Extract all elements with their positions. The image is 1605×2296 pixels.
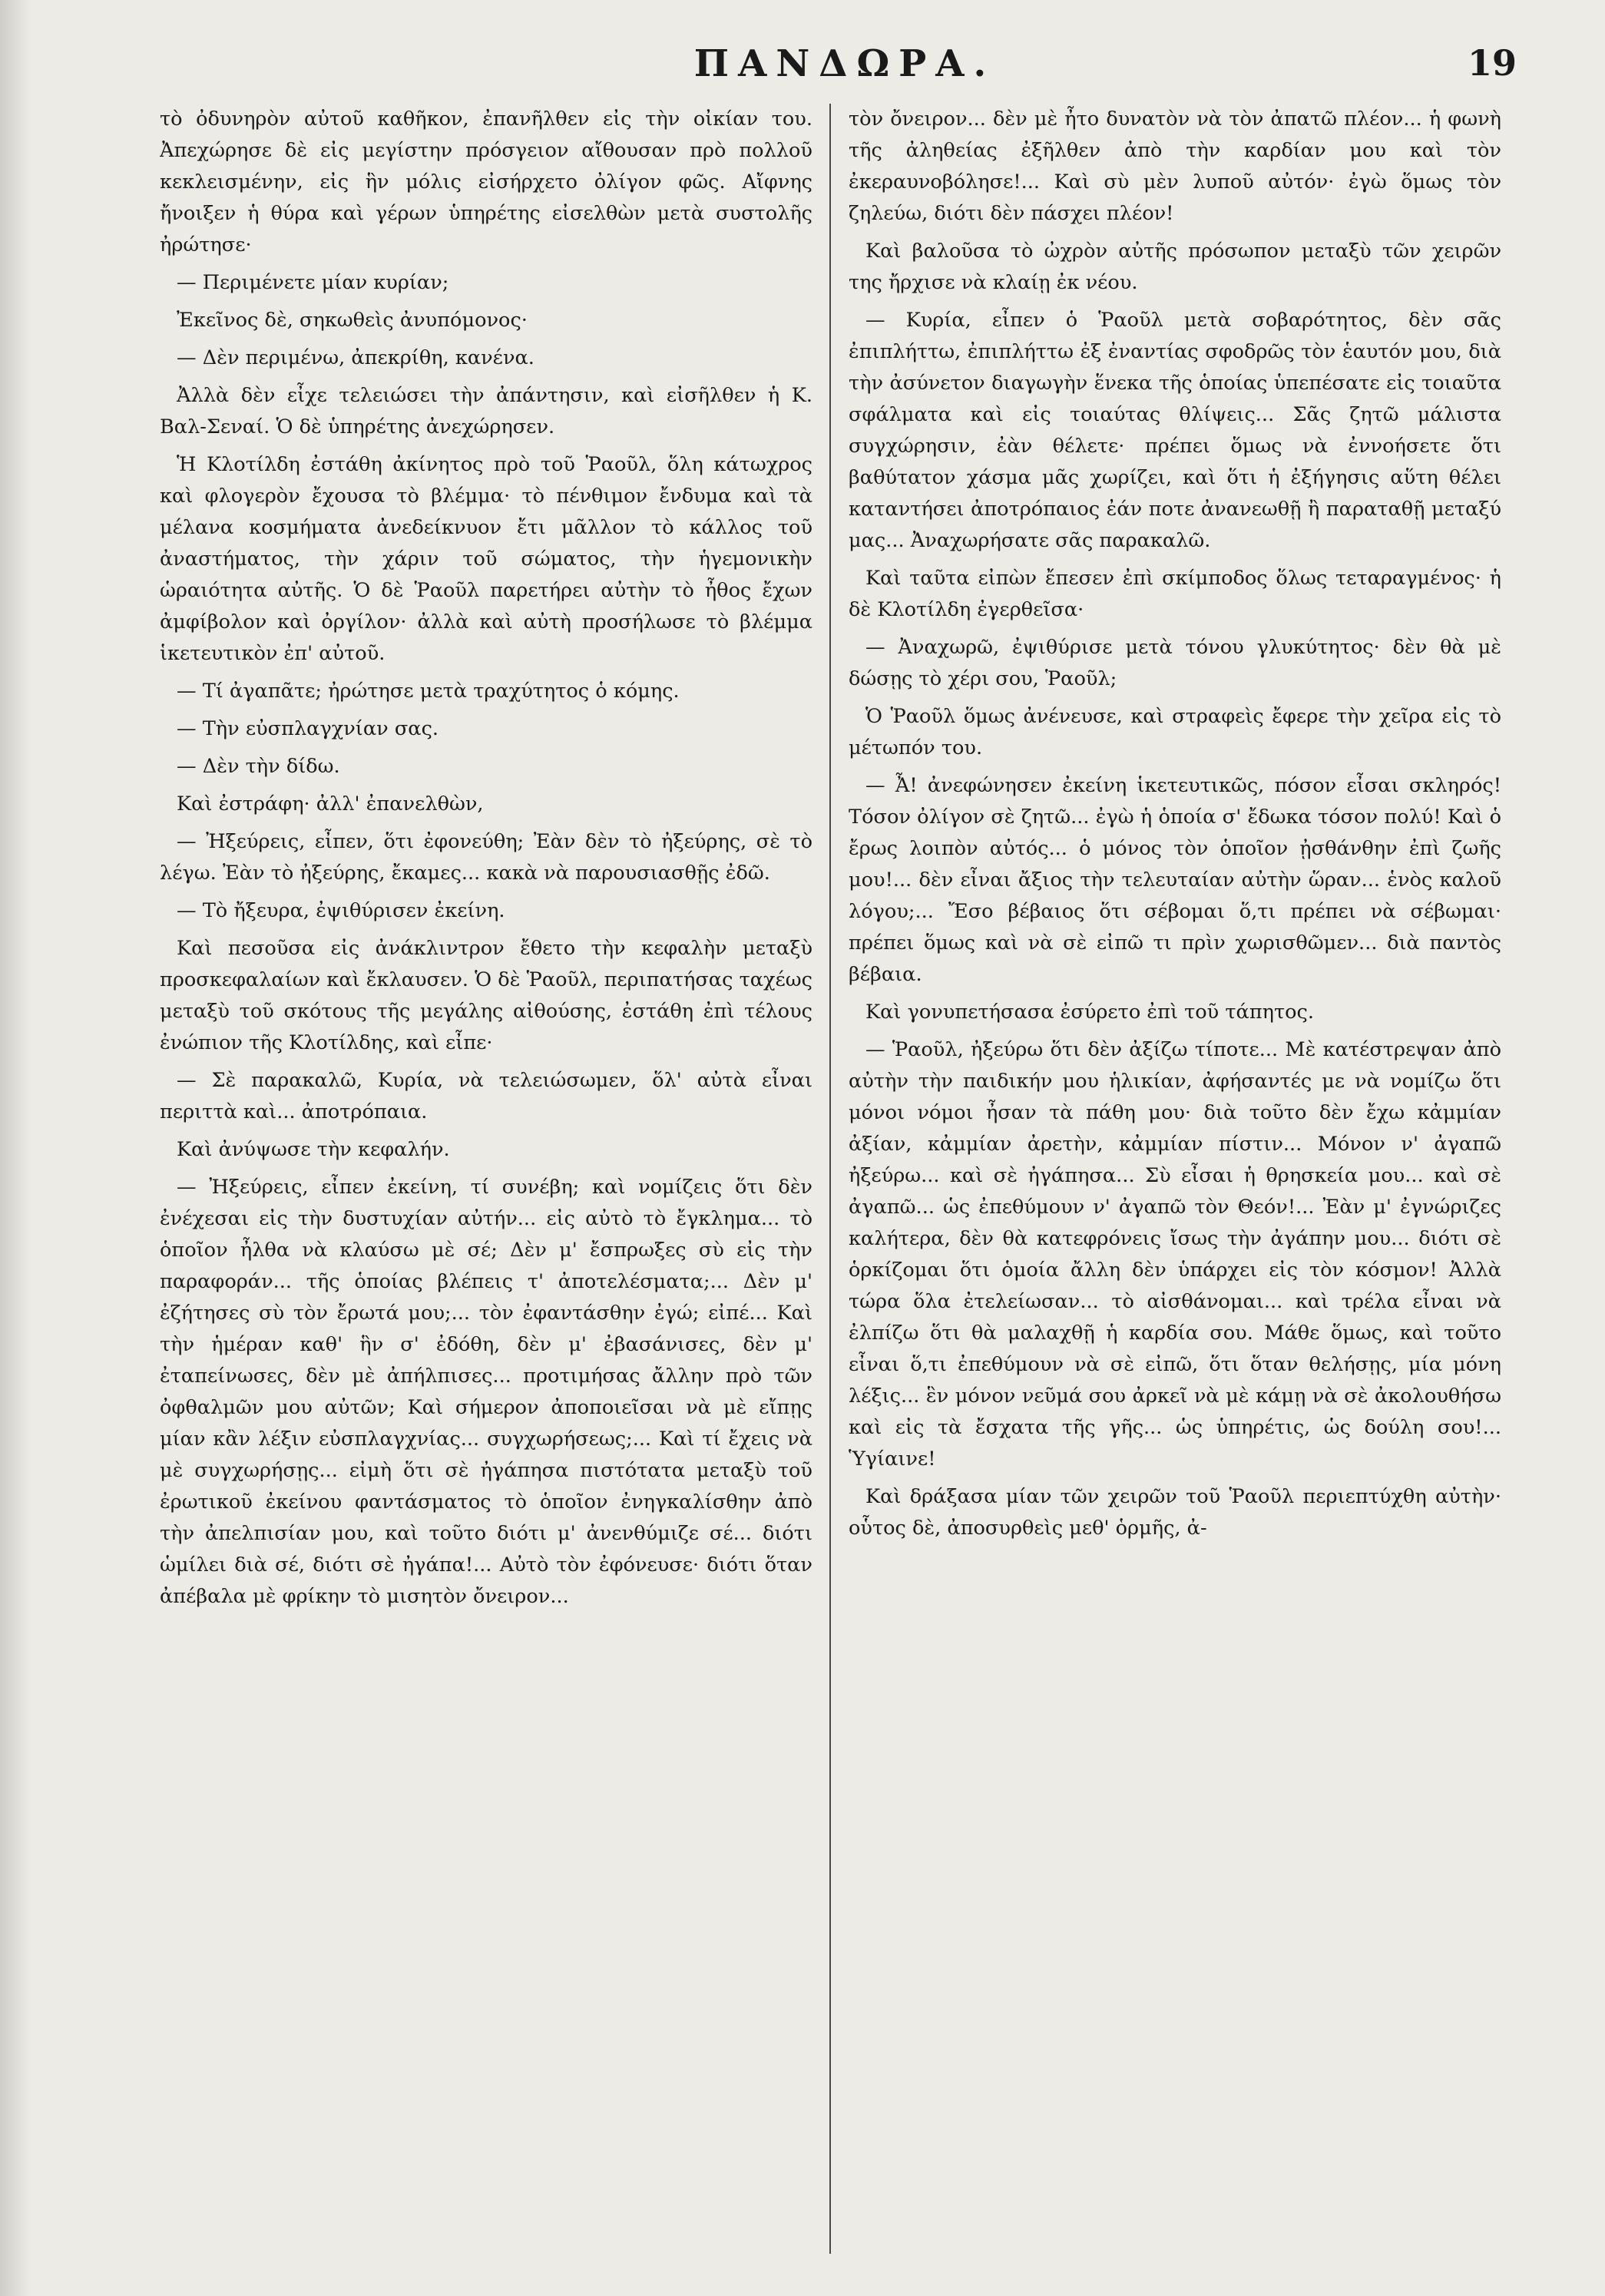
paragraph: — Τὴν εὐσπλαγχνίαν σας.	[177, 717, 439, 740]
paragraph: Ἡ Κλοτίλδη ἐστάθη ἀκίνητος πρὸ τοῦ Ῥαοῦλ, ὅλη κάτωχρος καὶ φλογερὸν ἔχουσα τὸ βλέμμα· τὸ πένθιμον ἔνδυμα καὶ τὰ μέλανα κοσμήματα ἀνεδείκνυον ἔτι μᾶλλον τὸ κάλλος τοῦ ἀναστήματος, τὴν χάριν τοῦ σώματος, τὴν ἡγεμονικὴν ὡραιότητα αὐτῆς. Ὁ δὲ Ῥαοῦλ παρετήρει αὐτὴν τὸ ἦθος ἔχων ἀμφίβολον καὶ ὀργίλον· ἀλλὰ καὶ αὐτὴ προσήλωσε τὸ βλέμμα ἱκετευτικὸν ἐπ' αὐτοῦ.	[160, 453, 812, 665]
paragraph: Καὶ ταῦτα εἰπὼν ἔπεσεν ἐπὶ σκίμποδος ὅλως τεταραγμένος· ἡ δὲ Κλοτίλδη ἐγερθεῖσα·	[849, 567, 1501, 621]
paragraph: — Ἠξεύρεις, εἶπεν ἐκείνη, τί συνέβη; καὶ νομίζεις ὅτι δὲν ἐνέχεσαι εἰς τὴν δυστυχίαν αὐτήν... εἰς αὐτὸ τὸ ἔγκλημα... τὸ ὁποῖον ἦλθα νὰ κλαύσω μὲ σέ; Δὲν μ' ἔσπρωξες σὺ εἰς τὴν παραφοράν... τῆς ὁποίας βλέπεις τ' ἀποτελέσματα;... Δὲν μ' ἐζήτησες σὺ τὸν ἔρωτά μου;... τὸν ἐφαντάσθην ἐγώ; εἰπέ... Καὶ τὴν ἡμέραν καθ' ἣν σ' ἐδόθη, δὲν μ' ἐβασάνισες, δὲν μ' ἐταπείνωσες, δὲν μὲ ἀπήλπισες... προτιμήσας ἄλλην πρὸ τῶν ὀφθαλμῶν μου αὐτῶν; Καὶ σήμερον ἀποποιεῖσαι νὰ μὲ εἴπῃς μίαν κἂν λέξιν εὐσπλαγχνίας... συγχωρήσεως;... Καὶ τί ἔχεις νὰ μὲ συγχωρήσῃς... εἰμὴ ὅτι σὲ ἠγάπησα πιστότατα μεταξὺ τοῦ ἐρωτικοῦ ἐκείνου φαντάσματος τὸ ὁποῖον ἐνηγκαλίσθην ἀπὸ τὴν ἀπελπισίαν μου, καὶ τοῦτο διότι μ' ἀνενθύμιζε σέ... διότι ὡμίλει διὰ σέ, διότι σὲ ἠγάπα!... Αὐτὸ τὸν ἐφόνευσε· διότι ὅταν ἀπέβαλα μὲ φρίκην τὸ μισητὸν ὄνειρον...	[160, 1176, 812, 1608]
paragraph: Καὶ γονυπετήσασα ἐσύρετο ἐπὶ τοῦ τάπητος.	[865, 1001, 1315, 1024]
paragraph: Ὁ Ῥαοῦλ ὅμως ἀνένευσε, καὶ στραφεὶς ἔφερε τὴν χεῖρα εἰς τὸ μέτωπόν του.	[849, 705, 1501, 759]
right-column	[849, 104, 1501, 2254]
paragraph: Ἀλλὰ δὲν εἶχε τελειώσει τὴν ἀπάντησιν, καὶ εἰσῆλθεν ἡ Κ. Βαλ-Σεναί. Ὁ δὲ ὑπηρέτης ἀνεχώρησεν.	[160, 384, 812, 438]
paragraph: — Σὲ παρακαλῶ, Κυρία, νὰ τελειώσωμεν, ὅλ' αὐτὰ εἶναι περιττὰ καὶ... ἀποτρόπαια.	[160, 1069, 812, 1123]
paragraph: — Ῥαοῦλ, ἠξεύρω ὅτι δὲν ἀξίζω τίποτε... Μὲ κατέστρεψαν ἀπὸ αὐτὴν τὴν παιδικήν μου ἡλικίαν, ἀφήσαντές με νὰ νομίζω ὅτι μόνοι νόμοι ἦσαν τὰ πάθη μου· διὰ τοῦτο δὲν ἔχω κἀμμίαν ἀξίαν, κἀμμίαν ἀρετὴν, κἀμμίαν πίστιν... Μόνον ν' ἀγαπῶ ἠξεύρω... καὶ σὲ ἠγάπησα... Σὺ εἶσαι ἡ θρησκεία μου... καὶ σὲ ἀγαπῶ... ὡς ἐπεθύμουν ν' ἀγαπῶ τὸν Θεόν!... Ἐὰν μ' ἐγνώριζες καλήτερα, δὲν θὰ κατεφρόνεις ἴσως τὴν ἀγάπην μου... διότι σὲ ὁρκίζομαι ὅτι ὁμοία ἄλλη δὲν ὑπάρχει εἰς τὸν κόσμον! Ἀλλὰ τώρα ὅλα ἐτελείωσαν... τὸ αἰσθάνομαι... καὶ τρέλα εἶναι νὰ ἐλπίζω ὅτι θὰ μαλαχθῇ ἡ καρδία σου. Μάθε ὅμως, καὶ τοῦτο εἶναι ὅ,τι ἐπεθύμουν νὰ σὲ εἰπῶ, ὅτι ὅταν θελήσῃς, μία μόνη λέξις... ἓν μόνον νεῦμά σου ἀρκεῖ νὰ μὲ κάμῃ νὰ σὲ ἀκολουθήσω καὶ εἰς τὰ ἔσχατα τῆς γῆς... ὡς ὑπηρέτις, ὡς δούλη σου!... Ὑγίαινε!	[849, 1038, 1501, 1471]
paragraph: — Περιμένετε μίαν κυρίαν;	[177, 271, 449, 294]
paragraph: — Τί ἀγαπᾶτε; ἠρώτησε μετὰ τραχύτητος ὁ κόμης.	[177, 680, 680, 703]
paragraph: Καὶ ἀνύψωσε τὴν κεφαλήν.	[177, 1138, 450, 1161]
left-column	[160, 104, 812, 2254]
paragraph: Καὶ πεσοῦσα εἰς ἀνάκλιντρον ἔθετο τὴν κεφαλὴν μεταξὺ προσκεφαλαίων καὶ ἔκλαυσεν. Ὁ δὲ Ῥαοῦλ, περιπατήσας ταχέως μεταξὺ τοῦ σκότους τῆς μεγάλης αἰθούσης, ἐστάθη ἐπὶ τέλους ἐνώπιον τῆς Κλοτίλδης, καὶ εἶπε·	[160, 937, 812, 1054]
page-edge-shadow	[0, 0, 31, 2296]
paragraph: — Ἆ! ἀνεφώνησεν ἐκείνη ἱκετευτικῶς, πόσον εἶσαι σκληρός! Τόσον ὀλίγον σὲ ζητῶ... ἐγὼ ἡ ὁποία σ' ἔδωκα τόσον πολύ! Καὶ ὁ ἔρως λοιπὸν αὐτός... ὁ μόνος τὸν ὁποῖον ᾐσθάνθην ἐπὶ ζωῆς μου!... δὲν εἶναι ἄξιος τὴν τελευταίαν αὐτὴν ὥραν... ἑνὸς καλοῦ λόγου;... Ἔσο βέβαιος ὅτι σέβομαι ὅ,τι πρέπει νὰ σέβωμαι· πρέπει ὅμως καὶ νὰ σὲ εἰπῶ τι πρὶν χωρισθῶμεν... διὰ παντὸς βέβαια.	[849, 774, 1501, 986]
paragraph: Καὶ δράξασα μίαν τῶν χειρῶν τοῦ Ῥαοῦλ περιεπτύχθη αὐτὴν· οὗτος δὲ, ἀποσυρθεὶς μεθ' ὁρμῆς, ἀ-	[849, 1485, 1501, 1540]
paragraph: — Κυρία, εἶπεν ὁ Ῥαοῦλ μετὰ σοβαρότητος, δὲν σᾶς ἐπιπλήττω, ἐπιπλήττω ἐξ ἐναντίας σφοδρῶς τὸν ἑαυτόν μου, διὰ τὴν ἀσύνετον διαγωγὴν ἕνεκα τῆς ὁποίας ὑπεπέσατε εἰς τοιαῦτα σφάλματα καὶ εἰς τοιαύτας θλίψεις... Σᾶς ζητῶ μάλιστα συγχώρησιν, ἐὰν θέλετε· πρέπει ὅμως νὰ ἐννοήσετε ὅτι βαθύτατον χάσμα μᾶς χωρίζει, καὶ ὅτι ἡ ἐξήγησις αὕτη θέλει καταντήσει ἀποτρόπαιος ἐάν ποτε ἀνανεωθῇ ἢ παραταθῇ μεταξύ μας... Ἀναχωρήσατε σᾶς παρακαλῶ.	[849, 309, 1501, 552]
running-head	[173, 42, 1517, 96]
paragraph: — Δὲν τὴν δίδω.	[177, 755, 340, 778]
paragraph: — Ἀναχωρῶ, ἐψιθύρισε μετὰ τόνου γλυκύτητος· δὲν θὰ μὲ δώσῃς τὸ χέρι σου, Ῥαοῦλ;	[849, 636, 1501, 690]
paragraph: Καὶ βαλοῦσα τὸ ὠχρὸν αὐτῆς πρόσωπον μεταξὺ τῶν χειρῶν της ἤρχισε νὰ κλαίῃ ἐκ νέου.	[849, 240, 1501, 294]
paragraph: — Δὲν περιμένω, ἀπεκρίθη, κανένα.	[177, 346, 534, 369]
paragraph: Καὶ ἐστράφη· ἀλλ' ἐπανελθὼν,	[177, 792, 484, 816]
paragraph: τὸ ὀδυνηρὸν αὐτοῦ καθῆκον, ἐπανῆλθεν εἰς τὴν οἰκίαν του. Ἀπεχώρησε δὲ εἰς μεγίστην πρόσγειον αἴθουσαν πρὸ πολλοῦ κεκλεισμένην, εἰς ἣν μόλις εἰσήρχετο ὀλίγον φῶς. Αἴφνης ἤνοιξεν ἡ θύρα καὶ γέρων ὑπηρέτης εἰσελθὼν μετὰ συστολῆς ἠρώτησε·	[160, 108, 812, 256]
column-divider	[829, 104, 831, 2254]
paragraph: — Τὸ ἤξευρα, ἐψιθύρισεν ἐκείνη.	[177, 899, 505, 922]
page-title: ΠΑΝΔΩΡΑ.	[693, 42, 996, 85]
page-number: 19	[1467, 42, 1517, 84]
paragraph: τὸν ὄνειρον... δὲν μὲ ἦτο δυνατὸν νὰ τὸν ἀπατῶ πλέον... ἡ φωνὴ τῆς ἀληθείας ἐξῆλθεν ἀπὸ τὴν καρδίαν μου καὶ τὸν ἐκεραυνοβόλησε!... Καὶ σὺ μὲν λυποῦ αὐτόν· ἐγὼ ὅμως τὸν ζηλεύω, διότι δὲν πάσχει πλέον!	[849, 108, 1501, 225]
paragraph: Ἐκεῖνος δὲ, σηκωθεὶς ἀνυπόμονος·	[177, 309, 528, 332]
paragraph: — Ἠξεύρεις, εἶπεν, ὅτι ἐφονεύθη; Ἐὰν δὲν τὸ ἠξεύρης, σὲ τὸ λέγω. Ἐὰν τὸ ἠξεύρης, ἔκαμες... κακὰ νὰ παρουσιασθῇς ἐδῶ.	[160, 830, 812, 885]
